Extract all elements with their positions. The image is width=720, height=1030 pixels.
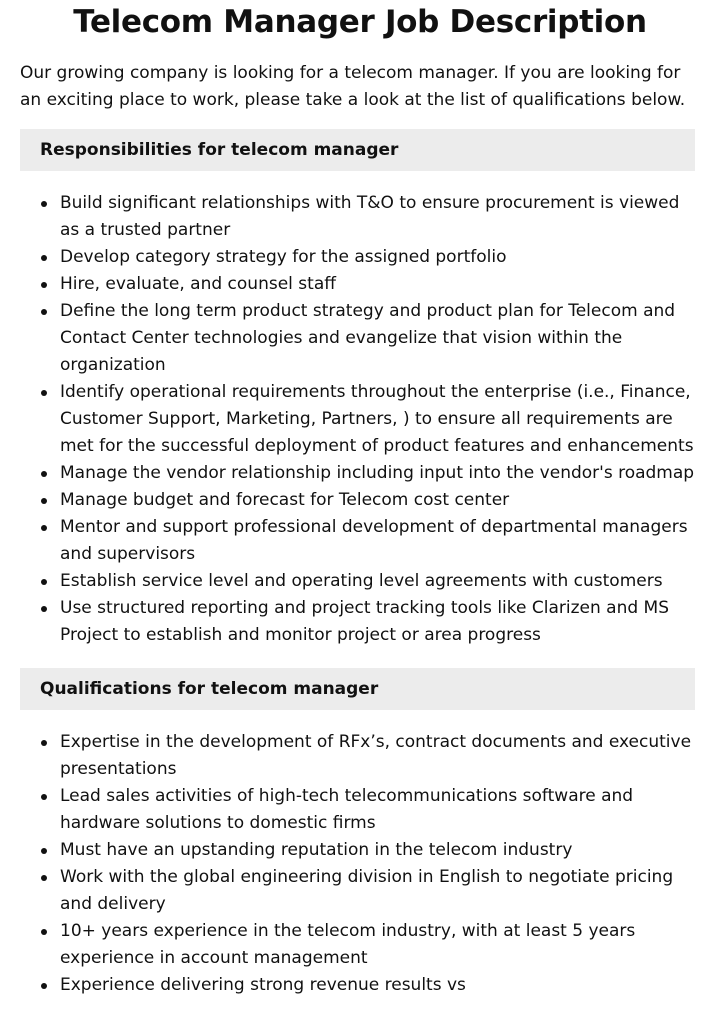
- list-item: Establish service level and operating level agreements with customers: [20, 568, 700, 595]
- list-item: Lead sales activities of high-tech telecommunications software and hardware solutions to domestic firms: [20, 783, 700, 837]
- list-item: Identify operational requirements throughout the enterprise (i.e., Finance, Customer Support, Marketing, Partners, ) to ensure all requirements are met for the successful deployment of product features and enhancements: [20, 379, 700, 460]
- list-item: Manage budget and forecast for Telecom cost center: [20, 487, 700, 514]
- list-item: Mentor and support professional development of departmental managers and supervisors: [20, 514, 700, 568]
- list-item: Work with the global engineering division in English to negotiate pricing and delivery: [20, 864, 700, 918]
- qualifications-list: [20, 729, 700, 999]
- list-item: Experience delivering strong revenue results vs: [20, 972, 700, 999]
- responsibilities-list: [20, 190, 700, 649]
- list-item: Hire, evaluate, and counsel staff: [20, 271, 700, 298]
- list-item: Manage the vendor relationship including input into the vendor's roadmap: [20, 460, 700, 487]
- list-item: 10+ years experience in the telecom industry, with at least 5 years experience in account management: [20, 918, 700, 972]
- list-item: Use structured reporting and project tracking tools like Clarizen and MS Project to establish and monitor project or area progress: [20, 595, 700, 649]
- intro-paragraph: Our growing company is looking for a telecom manager. If you are looking for an exciting place to work, please take a look at the list of qualifications below.: [20, 63, 686, 110]
- list-item: Develop category strategy for the assigned portfolio: [20, 244, 700, 271]
- list-item: Define the long term product strategy and product plan for Telecom and Contact Center technologies and evangelize that vision within the organization: [20, 298, 700, 379]
- list-item: Must have an upstanding reputation in the telecom industry: [20, 837, 700, 864]
- page-title: Telecom Manager Job Description: [73, 4, 647, 40]
- list-item: Build significant relationships with T&O to ensure procurement is viewed as a trusted partner: [20, 190, 700, 244]
- responsibilities-heading: Responsibilities for telecom manager: [20, 129, 695, 171]
- list-item: Expertise in the development of RFx’s, contract documents and executive presentations: [20, 729, 700, 783]
- qualifications-heading: Qualifications for telecom manager: [20, 668, 695, 710]
